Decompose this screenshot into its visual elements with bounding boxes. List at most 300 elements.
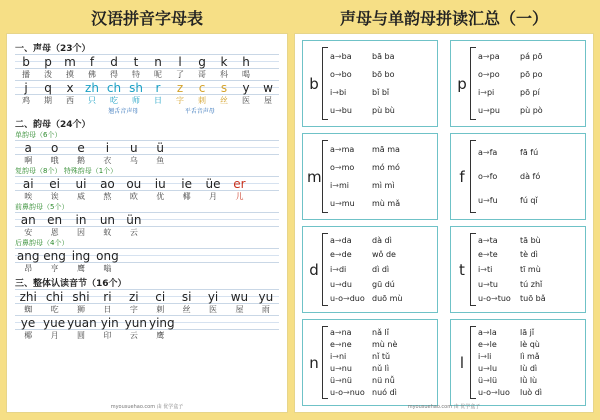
arrow-icon: → bbox=[483, 364, 490, 374]
pinyin-cell: ong bbox=[96, 249, 119, 263]
arrow-icon: → bbox=[334, 339, 342, 349]
pinyin-cell: s bbox=[220, 81, 228, 95]
syllable: nu bbox=[341, 364, 352, 374]
combo-row bbox=[478, 148, 581, 157]
arrow-icon: → bbox=[482, 147, 490, 157]
hanzi-line bbox=[15, 304, 279, 315]
combo-row bbox=[330, 236, 433, 245]
front-nasal-row bbox=[15, 212, 279, 238]
hanzi-cell: 月 bbox=[209, 192, 218, 201]
hanzi-cell: 刺 bbox=[198, 96, 206, 105]
example-words: pù bù bbox=[372, 106, 395, 116]
example-words: lǜ lù bbox=[520, 376, 538, 386]
example-words: fā fú bbox=[520, 147, 539, 157]
special-label-text: 特殊韵母（1个） bbox=[63, 167, 118, 175]
pinyin-cell: g bbox=[198, 55, 206, 69]
hanzi-cell: 蜘 bbox=[24, 305, 33, 314]
syllable: ba bbox=[341, 51, 352, 61]
arrow-icon: → bbox=[480, 88, 487, 98]
hanzi-cell: 云 bbox=[129, 228, 138, 237]
pinyin-cell: ch bbox=[106, 81, 122, 95]
whole-syllables-row-1 bbox=[15, 289, 279, 315]
pinyin-cell: ü bbox=[156, 141, 165, 155]
hanzi-cell: 熬 bbox=[103, 192, 112, 201]
hanzi-cell: 唉 bbox=[24, 192, 33, 201]
hanzi-cell: 安 bbox=[24, 228, 33, 237]
combo-row bbox=[330, 250, 433, 259]
alphabet-sheet bbox=[6, 33, 288, 413]
hanzi-cell: 医 bbox=[209, 305, 218, 314]
combo-row bbox=[330, 352, 433, 361]
final-part: a bbox=[330, 235, 335, 245]
example-words: dà fó bbox=[520, 171, 541, 181]
syllable: mo bbox=[341, 162, 355, 172]
section-whole-syllables-heading: 三、整体认读音节（16个） bbox=[15, 279, 127, 289]
combo-row bbox=[330, 340, 433, 349]
combo-row bbox=[478, 88, 581, 97]
hanzi-cell: 吃 bbox=[110, 96, 118, 105]
combo-row bbox=[330, 364, 433, 373]
final-part: i bbox=[478, 264, 481, 274]
final-part: a bbox=[478, 147, 483, 157]
hanzi-cell: 亨 bbox=[50, 264, 59, 273]
pinyin-cell: ai bbox=[22, 177, 34, 191]
pinyin-cell: c bbox=[198, 81, 206, 95]
combo-row bbox=[330, 376, 433, 385]
right-footer: myousuehao.com 由 优学盒子 bbox=[407, 404, 481, 410]
syllable: da bbox=[341, 235, 352, 245]
back-nasal-label: 后鼻韵母（4个） bbox=[15, 239, 69, 247]
pinyin-cell: yuan bbox=[67, 316, 97, 330]
syllable: bo bbox=[341, 69, 352, 79]
final-part: a bbox=[330, 327, 335, 337]
hanzi-cell: 屋 bbox=[235, 305, 244, 314]
pinyin-cell: ie bbox=[181, 177, 192, 191]
compound-finals-row bbox=[15, 176, 279, 202]
spelling-card-n bbox=[302, 319, 438, 406]
arrow-icon: → bbox=[343, 294, 350, 304]
hanzi-cell: 啊 bbox=[24, 156, 33, 165]
syllable: ma bbox=[341, 144, 355, 154]
pinyin-line bbox=[15, 140, 279, 155]
spelling-card-grid bbox=[294, 33, 594, 413]
hanzi-cell: 佛 bbox=[88, 70, 96, 79]
pinyin-cell: b bbox=[22, 55, 30, 69]
hanzi-cell: 鹰 bbox=[77, 264, 86, 273]
syllable: na bbox=[341, 327, 352, 337]
pinyin-cell: i bbox=[105, 141, 110, 155]
bracket bbox=[322, 47, 328, 120]
syllable: pi bbox=[486, 88, 495, 98]
pinyin-line bbox=[15, 212, 279, 227]
hanzi-cell: 鸡 bbox=[22, 96, 30, 105]
compound-label-text: 复韵母（8个） bbox=[15, 167, 62, 175]
spelling-card-t bbox=[450, 226, 586, 313]
final-part: o bbox=[330, 162, 335, 172]
pinyin-cell: zi bbox=[129, 290, 139, 304]
final-part: a bbox=[478, 51, 483, 61]
spelling-card-m bbox=[302, 133, 438, 220]
arrow-icon: → bbox=[491, 294, 498, 304]
pinyin-cell: ye bbox=[20, 316, 36, 330]
arrow-icon: → bbox=[482, 51, 490, 61]
final-part: u-o bbox=[478, 294, 491, 304]
initial-letter: d bbox=[309, 260, 319, 279]
syllable: pu bbox=[489, 106, 500, 116]
bracket bbox=[470, 233, 476, 306]
example-words: tī mù bbox=[520, 264, 541, 274]
pinyin-cell: a bbox=[24, 141, 32, 155]
arrow-icon: → bbox=[332, 351, 339, 361]
spelling-card-d bbox=[302, 226, 438, 313]
arrow-icon: → bbox=[482, 171, 490, 181]
syllable: mi bbox=[338, 181, 349, 191]
arrow-icon: → bbox=[335, 279, 342, 289]
bracket bbox=[322, 326, 328, 399]
arrow-icon: → bbox=[482, 69, 490, 79]
example-words: pō po bbox=[520, 69, 543, 79]
combo-row bbox=[478, 70, 581, 79]
arrow-icon: → bbox=[480, 351, 487, 361]
combo-row bbox=[330, 388, 433, 397]
hanzi-cell: 字 bbox=[129, 305, 138, 314]
bracket bbox=[470, 47, 476, 120]
arrow-icon: → bbox=[482, 235, 490, 245]
hanzi-cell: 摸 bbox=[66, 70, 74, 79]
hanzi-cell: 哥 bbox=[198, 70, 206, 79]
combo-row bbox=[478, 172, 581, 181]
example-words: nuó dì bbox=[372, 388, 397, 398]
arrow-icon: → bbox=[332, 181, 339, 191]
combo-row bbox=[478, 352, 581, 361]
example-words: tè dì bbox=[520, 250, 538, 260]
combo-row bbox=[478, 376, 581, 385]
pinyin-cell: t bbox=[133, 55, 139, 69]
pinyin-cell: ou bbox=[126, 177, 142, 191]
hanzi-cell: 月 bbox=[50, 331, 59, 340]
initial-letter: t bbox=[459, 260, 465, 279]
spelling-title: 声母与单韵母拼读汇总（一） bbox=[339, 9, 548, 28]
hanzi-cell: 诶 bbox=[50, 192, 59, 201]
arrow-icon: → bbox=[335, 364, 342, 374]
combo-row bbox=[478, 236, 581, 245]
arrow-icon: → bbox=[334, 235, 342, 245]
final-part: u bbox=[330, 364, 336, 374]
pinyin-cell: p bbox=[44, 55, 52, 69]
hanzi-cell: 哦 bbox=[50, 156, 59, 165]
pinyin-cell: ang bbox=[16, 249, 40, 263]
arrow-icon: → bbox=[334, 69, 342, 79]
hanzi-cell: 呢 bbox=[154, 70, 162, 79]
pinyin-cell: ri bbox=[103, 290, 112, 304]
example-words: bō bo bbox=[372, 69, 395, 79]
pinyin-cell: ing bbox=[71, 249, 91, 263]
pinyin-cell: yu bbox=[258, 290, 274, 304]
alphabet-panel bbox=[6, 6, 288, 414]
pinyin-cell: n bbox=[154, 55, 162, 69]
final-part: u-o bbox=[330, 294, 343, 304]
combo-row bbox=[330, 199, 433, 208]
example-words: gū dú bbox=[372, 279, 395, 289]
hanzi-line bbox=[15, 155, 279, 166]
arrow-icon: → bbox=[343, 388, 350, 398]
arrow-icon: → bbox=[332, 264, 339, 274]
section-finals-heading: 二、韵母（24个） bbox=[15, 120, 91, 130]
syllable: luo bbox=[497, 388, 510, 398]
pinyin-cell: er bbox=[233, 177, 246, 191]
hanzi-line bbox=[15, 95, 279, 106]
pinyin-cell: chi bbox=[45, 290, 64, 304]
combo-row bbox=[330, 106, 433, 115]
syllable: bi bbox=[338, 88, 347, 98]
hanzi-cell: 期 bbox=[44, 96, 52, 105]
whole-syllables-row-2 bbox=[15, 315, 279, 341]
pinyin-cell: w bbox=[263, 81, 273, 95]
arrow-icon: → bbox=[482, 339, 490, 349]
initials-brace-labels bbox=[15, 106, 279, 115]
example-words: nǐ tǔ bbox=[372, 351, 391, 361]
hanzi-cell: 特 bbox=[132, 70, 140, 79]
combo-row bbox=[330, 280, 433, 289]
alphabet-title: 汉语拼音字母表 bbox=[90, 9, 203, 28]
pinyin-cell: ei bbox=[49, 177, 60, 191]
pinyin-cell: zh bbox=[85, 81, 99, 95]
example-words: lì mǎ bbox=[520, 351, 540, 361]
pinyin-cell: q bbox=[44, 81, 52, 95]
syllable: di bbox=[338, 264, 347, 274]
pinyin-cell: f bbox=[89, 55, 95, 69]
initials-row-1 bbox=[15, 54, 279, 80]
initials-row-2 bbox=[15, 80, 279, 106]
arrow-icon: → bbox=[483, 196, 490, 206]
combo-row bbox=[330, 294, 433, 303]
combo-row bbox=[478, 196, 581, 205]
combo-row bbox=[478, 294, 581, 303]
combo-row bbox=[478, 280, 581, 289]
initial-letter: l bbox=[459, 353, 465, 372]
combo-row bbox=[478, 388, 581, 397]
combo-row bbox=[478, 250, 581, 259]
bracket bbox=[322, 140, 328, 213]
combo-row bbox=[330, 88, 433, 97]
hanzi-cell: 圆 bbox=[77, 331, 86, 340]
pinyin-cell: ao bbox=[100, 177, 115, 191]
hanzi-cell: 恩 bbox=[50, 228, 59, 237]
pinyin-cell: wu bbox=[230, 290, 249, 304]
combo-row bbox=[330, 328, 433, 337]
pinyin-line bbox=[15, 54, 279, 69]
syllable: lü bbox=[489, 376, 498, 386]
final-part: u bbox=[330, 106, 336, 116]
syllable: bu bbox=[341, 106, 352, 116]
hanzi-cell: 乌 bbox=[129, 156, 138, 165]
final-part: a bbox=[478, 327, 483, 337]
example-words: mù nè bbox=[372, 339, 398, 349]
arrow-icon: → bbox=[482, 327, 490, 337]
pinyin-cell: l bbox=[178, 55, 182, 69]
pinyin-cell: üe bbox=[205, 177, 221, 191]
syllable: pa bbox=[489, 51, 500, 61]
hanzi-cell: 欧 bbox=[129, 192, 138, 201]
combo-row bbox=[478, 265, 581, 274]
syllable: ne bbox=[341, 339, 352, 349]
final-part: e bbox=[478, 250, 483, 260]
simple-finals-row bbox=[15, 140, 279, 166]
hanzi-cell: 嗡 bbox=[103, 264, 112, 273]
final-part: u-o bbox=[330, 388, 343, 398]
hanzi-cell: 鹅 bbox=[77, 156, 86, 165]
final-part: i bbox=[330, 351, 333, 361]
hanzi-cell: 鹰 bbox=[156, 331, 165, 340]
combo-row bbox=[330, 70, 433, 79]
initial-letter: m bbox=[307, 167, 322, 186]
example-words: pō pí bbox=[520, 88, 540, 98]
combo-row bbox=[478, 364, 581, 373]
example-words: nǔ lì bbox=[372, 364, 390, 374]
pinyin-cell: yi bbox=[207, 290, 219, 304]
initial-letter: p bbox=[457, 74, 467, 93]
arrow-icon: → bbox=[483, 279, 490, 289]
pinyin-cell: sh bbox=[129, 81, 143, 95]
left-footer: myousuehao.com 由 优学盒子 bbox=[110, 404, 184, 410]
bracket bbox=[470, 326, 476, 399]
arrow-icon: → bbox=[335, 106, 342, 116]
initial-letter: n bbox=[309, 353, 319, 372]
hanzi-cell: 吃 bbox=[50, 305, 59, 314]
example-words: dà dì bbox=[372, 235, 392, 245]
hanzi-cell: 泼 bbox=[44, 70, 52, 79]
final-part: u bbox=[478, 106, 484, 116]
arrow-icon: → bbox=[334, 162, 342, 172]
front-nasal-label: 前鼻韵母（5个） bbox=[15, 203, 69, 211]
pinyin-line bbox=[15, 289, 279, 304]
spelling-card-b bbox=[302, 40, 438, 127]
example-words: mó mó bbox=[372, 162, 400, 172]
final-part: e bbox=[330, 339, 335, 349]
final-part: i bbox=[330, 264, 333, 274]
syllable: po bbox=[489, 69, 500, 79]
pinyin-cell: in bbox=[75, 213, 87, 227]
hanzi-line bbox=[15, 69, 279, 80]
syllable: de bbox=[341, 250, 352, 260]
final-part: i bbox=[330, 88, 333, 98]
arrow-icon: → bbox=[334, 144, 342, 154]
syllable: tu bbox=[489, 279, 498, 289]
hanzi-line bbox=[15, 191, 279, 202]
syllable: ni bbox=[338, 351, 347, 361]
hanzi-cell: 喝 bbox=[242, 70, 250, 79]
pinyin-cell: y bbox=[242, 81, 250, 95]
hanzi-cell: 昂 bbox=[24, 264, 33, 273]
final-part: e bbox=[330, 250, 335, 260]
hanzi-cell: 儿 bbox=[235, 192, 244, 201]
hanzi-cell: 师 bbox=[132, 96, 140, 105]
combo-row bbox=[478, 328, 581, 337]
initial-letter: f bbox=[459, 167, 465, 186]
flat-tongue-label: 平舌音声母 bbox=[184, 108, 215, 115]
final-part: u bbox=[478, 279, 484, 289]
spelling-panel bbox=[294, 6, 594, 414]
example-words: wǒ de bbox=[372, 250, 396, 260]
example-words: tuō bǎ bbox=[520, 294, 546, 304]
pinyin-cell: zhi bbox=[19, 290, 37, 304]
example-words: lè qù bbox=[520, 339, 540, 349]
spelling-card-l bbox=[450, 319, 586, 406]
arrow-icon: → bbox=[335, 199, 342, 209]
hanzi-cell: 椰 bbox=[24, 331, 33, 340]
section-initials-heading: 一、声母（23个） bbox=[15, 44, 91, 54]
example-words: lù dì bbox=[520, 364, 538, 374]
example-words: bā ba bbox=[372, 51, 395, 61]
example-words: pù pò bbox=[520, 106, 543, 116]
pinyin-cell: h bbox=[242, 55, 250, 69]
final-part: i bbox=[330, 181, 333, 191]
example-words: lā jǐ bbox=[520, 327, 535, 337]
hanzi-cell: 衣 bbox=[103, 156, 112, 165]
arrow-icon: → bbox=[482, 250, 490, 260]
pinyin-cell: ui bbox=[75, 177, 87, 191]
hanzi-cell: 得 bbox=[110, 70, 118, 79]
combo-row bbox=[330, 145, 433, 154]
final-part: u bbox=[330, 199, 336, 209]
syllable: du bbox=[341, 279, 352, 289]
arrow-icon: → bbox=[483, 376, 490, 386]
combo-row bbox=[330, 163, 433, 172]
pinyin-cell: z bbox=[176, 81, 184, 95]
compound-finals-label bbox=[15, 166, 279, 176]
final-part: a bbox=[330, 144, 335, 154]
example-words: tú zhǐ bbox=[520, 279, 543, 289]
arrow-icon: → bbox=[334, 51, 342, 61]
hanzi-cell: 椰 bbox=[182, 192, 191, 201]
final-part: u-o bbox=[478, 388, 491, 398]
pinyin-cell: r bbox=[155, 81, 161, 95]
hanzi-cell: 因 bbox=[77, 228, 86, 237]
pinyin-cell: j bbox=[24, 81, 28, 95]
hanzi-cell: 屋 bbox=[264, 96, 272, 105]
pinyin-cell: u bbox=[130, 141, 138, 155]
hanzi-cell: 云 bbox=[129, 331, 138, 340]
spelling-card-p bbox=[450, 40, 586, 127]
example-words: fú qǐ bbox=[520, 196, 538, 206]
combo-row bbox=[478, 106, 581, 115]
example-words: mù mǎ bbox=[372, 199, 401, 209]
back-nasal-row bbox=[15, 248, 279, 274]
hanzi-cell: 蚊 bbox=[103, 228, 112, 237]
spelling-card-f bbox=[450, 133, 586, 220]
hanzi-cell: 丝 bbox=[182, 305, 191, 314]
pinyin-line bbox=[15, 80, 279, 95]
example-words: luò dì bbox=[520, 388, 543, 398]
combo-row bbox=[330, 52, 433, 61]
hanzi-cell: 丝 bbox=[220, 96, 228, 105]
pinyin-cell: un bbox=[99, 213, 116, 227]
syllable: li bbox=[486, 351, 492, 361]
hanzi-line bbox=[15, 227, 279, 238]
pinyin-cell: en bbox=[47, 213, 63, 227]
pinyin-cell: x bbox=[66, 81, 74, 95]
final-part: u bbox=[330, 279, 336, 289]
hanzi-cell: 日 bbox=[154, 96, 162, 105]
final-part: ü bbox=[478, 376, 484, 386]
syllable: la bbox=[489, 327, 497, 337]
pinyin-cell: ün bbox=[126, 213, 142, 227]
example-words: dì dì bbox=[372, 264, 390, 274]
pinyin-cell: o bbox=[50, 141, 59, 155]
final-part: a bbox=[330, 51, 335, 61]
initial-letter: b bbox=[309, 74, 319, 93]
syllable: le bbox=[489, 339, 497, 349]
